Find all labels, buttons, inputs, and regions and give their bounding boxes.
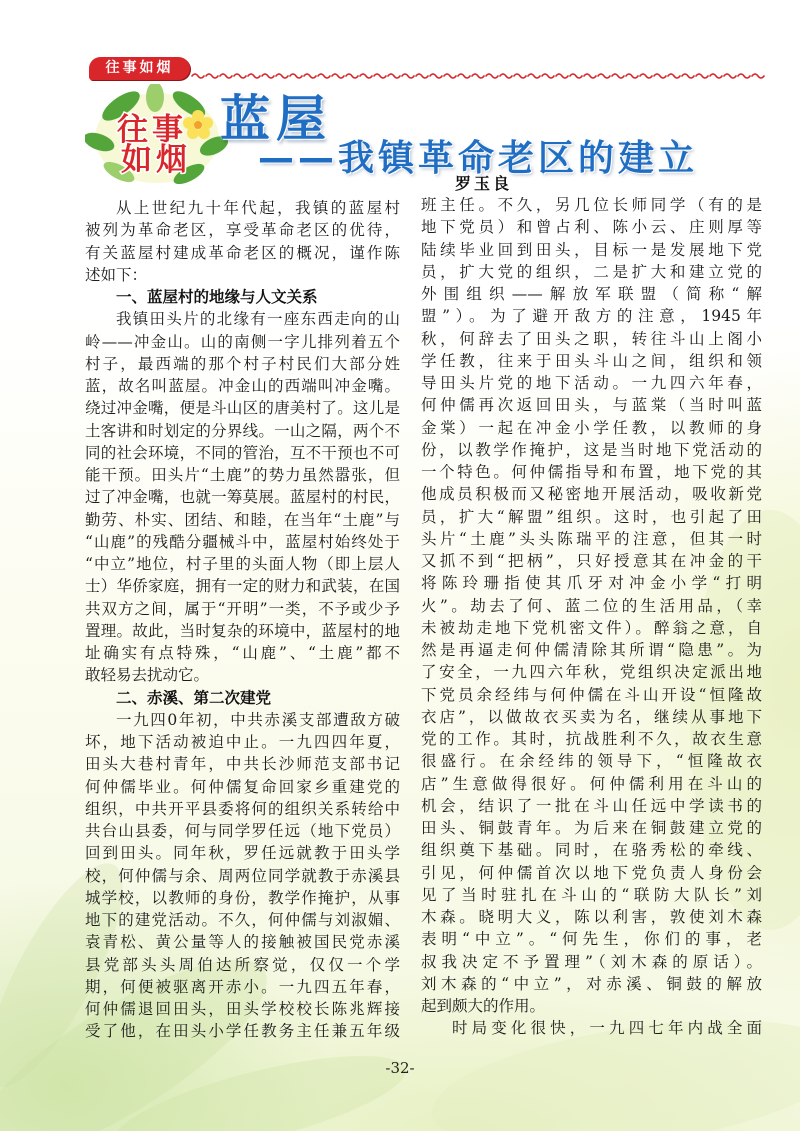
text-line: 敢轻易去扰动它。 <box>85 666 210 685</box>
flower-center <box>194 121 202 129</box>
text-line: 坏，地下活动被迫中止。一九四四年夏， <box>85 733 400 751</box>
text-line: 有关蓝屋村建成革命老区的概况，谨作陈 <box>85 243 400 262</box>
heading-text: 二、赤溪、第二次建党 <box>116 688 272 707</box>
text-line: 一九四0年初，中共赤溪支部遭敌方破 <box>116 710 400 729</box>
page-number: -32- <box>385 1059 415 1077</box>
text-line: 员，扩大“解盟”组织。这时，也引起了田 <box>421 507 762 526</box>
text-line: 述如下： <box>85 265 148 284</box>
text-line: 班主任。不久，另几位长师同学（有的是 <box>421 196 762 214</box>
text-line: 了安全，一九四六年秋，党组织决定派出地 <box>421 663 762 682</box>
column-logo <box>85 84 230 184</box>
text-line: 勤劳、朴实、团结、和睦，在当年“土鹿”与 <box>85 510 400 529</box>
article-subtitle: ——我镇革命老区的建立 <box>258 138 699 179</box>
text-line: 组织奠下基础。同时，在骆秀松的牵线、 <box>421 841 762 860</box>
text-line: 见了当时驻扎在斗山的“联防大队长”刘 <box>421 885 762 904</box>
text-line: 然是再逼走何仲儒清除其所谓“隐患”。为 <box>421 641 762 659</box>
text-line: 盟”）。为了避开敌方的注意，1945年 <box>421 307 762 326</box>
text-line: 头片“土鹿”头头陈瑞平的注意，但其一时 <box>421 529 762 548</box>
text-line: 袁青松、黄公量等人的接触被国民党赤溪 <box>85 933 400 952</box>
paragraph <box>85 308 400 686</box>
text-line: 被列为革命老区，享受革命老区的优待， <box>85 221 400 240</box>
wave-line <box>192 74 764 78</box>
text-line: 回到田头。同年秋，罗任远就教于田头学 <box>85 844 400 863</box>
text-line: 蓝，故名叫蓝屋。冲金山的西端叫冲金嘴。 <box>85 377 400 395</box>
text-line: 刘木森的“中立”，对赤溪、铜鼓的解放 <box>421 974 762 993</box>
text-line: 秋，何辞去了田头之职，转往斗山上阁小 <box>421 329 762 348</box>
text-line: “中立”地位，村子里的头面人物（即上层人 <box>85 555 400 573</box>
heading-text: 一、蓝屋村的地缘与人文关系 <box>116 288 318 306</box>
text-line: 衣店”，以做故衣买卖为名，继续从事地下 <box>421 707 762 726</box>
text-line: 何仲儒毕业。何仲儒复命回家乡重建党的 <box>85 777 400 796</box>
article-title: 蓝屋 <box>220 90 332 148</box>
text-line: 一个特色。何仲儒指导和布置，地下党的其 <box>421 463 762 481</box>
text-line: 引见，何仲儒首次以地下党负责人身份会 <box>421 863 762 882</box>
text-line: 他成员积极而又秘密地开展活动，吸收新党 <box>421 485 762 504</box>
text-line: 县党部头头周伯达所察觉，仅仅一个学 <box>85 955 400 974</box>
text-line: 下党员余经纬与何仲儒在斗山开设“恒隆故 <box>421 685 762 704</box>
text-column-left <box>85 197 400 1043</box>
text-line: 员，扩大党的组织，二是扩大和建立党的 <box>421 262 762 281</box>
text-line: 金棠）一起在冲金小学任教，以教师的身 <box>421 418 762 437</box>
text-line: 很盛行。在余经纬的领导下，“恒隆故衣 <box>421 752 762 771</box>
text-line: 学任教，往来于田头斗山之间，组织和领 <box>421 351 762 370</box>
text-line: 绕过冲金嘴，便是斗山区的唐美村了。这儿是 <box>85 399 400 418</box>
section-heading <box>85 286 400 308</box>
article-author: 罗玉良 <box>455 174 513 193</box>
logo-text-line2: 如烟 <box>121 142 191 178</box>
section-tab: 往事如烟 <box>89 57 190 80</box>
text-line: 我镇田头片的北缘有一座东西走向的山 <box>116 310 400 329</box>
text-line: 将陈玲珊指使其爪牙对冲金小学“打明 <box>421 574 762 593</box>
text-line: 导田头片党的地下活动。一九四六年春， <box>421 374 762 392</box>
text-line: 址确实有点特殊，“山鹿”、“土鹿”都不 <box>85 644 400 662</box>
text-line: 店”生意做得很好。何仲儒利用在斗山的 <box>421 774 762 793</box>
paragraph <box>85 709 400 1043</box>
text-line: 同的社会环境，不同的管治，互不干预也不可 <box>85 443 400 462</box>
text-line: 置理。故此，当时复杂的环境中，蓝屋村的地 <box>85 621 400 640</box>
text-line: 共双方之间，属于“开明”一类，不予或少予 <box>85 599 400 618</box>
text-line: 组织，中共开平县委将何的组织关系转给中 <box>85 799 400 818</box>
logo-text-line1: 往事 <box>117 112 187 148</box>
text-line: 外围组织——解放军联盟（简称“解 <box>421 285 762 303</box>
text-line: 地下党员）和曾占利、陈小云、庄则厚等 <box>421 218 762 237</box>
text-line: 村子，最西端的那个村子村民们大部分姓 <box>85 354 400 373</box>
paragraph <box>421 194 762 1017</box>
text-column-right <box>421 194 762 1040</box>
text-line: 时局变化很快，一九四七年内战全面 <box>452 1019 762 1038</box>
text-line: 起到颇大的作用。 <box>421 997 546 1015</box>
text-line: 土客讲和时划定的分界线。一山之隔，两个不 <box>85 421 400 440</box>
paragraph <box>421 1017 762 1039</box>
paragraph <box>85 197 400 286</box>
text-line: 火”。劫去了何、蓝二位的生活用品，（幸 <box>421 596 762 615</box>
text-line: 从上世纪九十年代起，我镇的蓝屋村 <box>116 199 400 217</box>
text-line: 何仲儒再次返回田头，与蓝棠（当时叫蓝 <box>421 396 762 415</box>
flower-petal <box>198 127 210 139</box>
text-line: 过了冲金嘴，也就一筹莫展。蓝屋村的村民， <box>85 488 400 507</box>
text-line: 田头、铜鼓青年。为后来在铜鼓建立党的 <box>421 819 762 837</box>
text-line: 期，何便被驱离开赤小。一九四五年春， <box>85 977 400 996</box>
text-line: 地下的建党活动。不久，何仲儒与刘淑媚、 <box>85 911 400 929</box>
section-heading <box>85 687 400 709</box>
text-line: 受了他，在田头小学任教务主任兼五年级 <box>85 1022 400 1041</box>
text-line: 共台山县委，何与同学罗任远（地下党员） <box>85 822 400 840</box>
text-line: 机会，结识了一批在斗山任远中学读书的 <box>421 796 762 815</box>
text-line: 表明“中立”。“何先生，你们的事，老 <box>421 930 762 949</box>
text-line: 能干预。田头片“土鹿”的势力虽然嚣张，但 <box>85 466 400 484</box>
text-line: 士）华侨家庭，拥有一定的财力和武装，在国 <box>85 577 400 596</box>
text-line: 叔我决定不予置理”（刘木森的原话）。 <box>421 952 762 971</box>
text-line: 城学校，以教师的身份，教学作掩护，从事 <box>85 888 400 907</box>
text-line: 田头大巷村青年，中共长沙师范支部书记 <box>85 755 400 774</box>
text-line: 陆续毕业回到田头，目标一是发展地下党 <box>421 240 762 259</box>
text-line: 未被劫走地下党机密文件）。醉翁之意，自 <box>421 618 762 637</box>
text-line: 何仲儒退回田头，田头学校校长陈兆辉接 <box>85 1000 400 1018</box>
text-line: 校，何仲儒与余、周两位同学就教于赤溪县 <box>85 866 400 885</box>
text-line: 份，以教学作掩护，这是当时地下党活动的 <box>421 440 762 459</box>
text-line: 党的工作。其时，抗战胜利不久，故衣生意 <box>421 730 762 748</box>
text-line: 岭——冲金山。山的南侧一字儿排列着五个 <box>85 332 400 351</box>
text-line: “山鹿”的残酷分疆械斗中，蓝屋村始终处于 <box>85 532 400 551</box>
text-line: 木森。晓明大义，陈以利害，敦使刘木森 <box>421 908 762 926</box>
text-line: 又抓不到“把柄”，只好授意其在冲金的干 <box>421 552 762 570</box>
